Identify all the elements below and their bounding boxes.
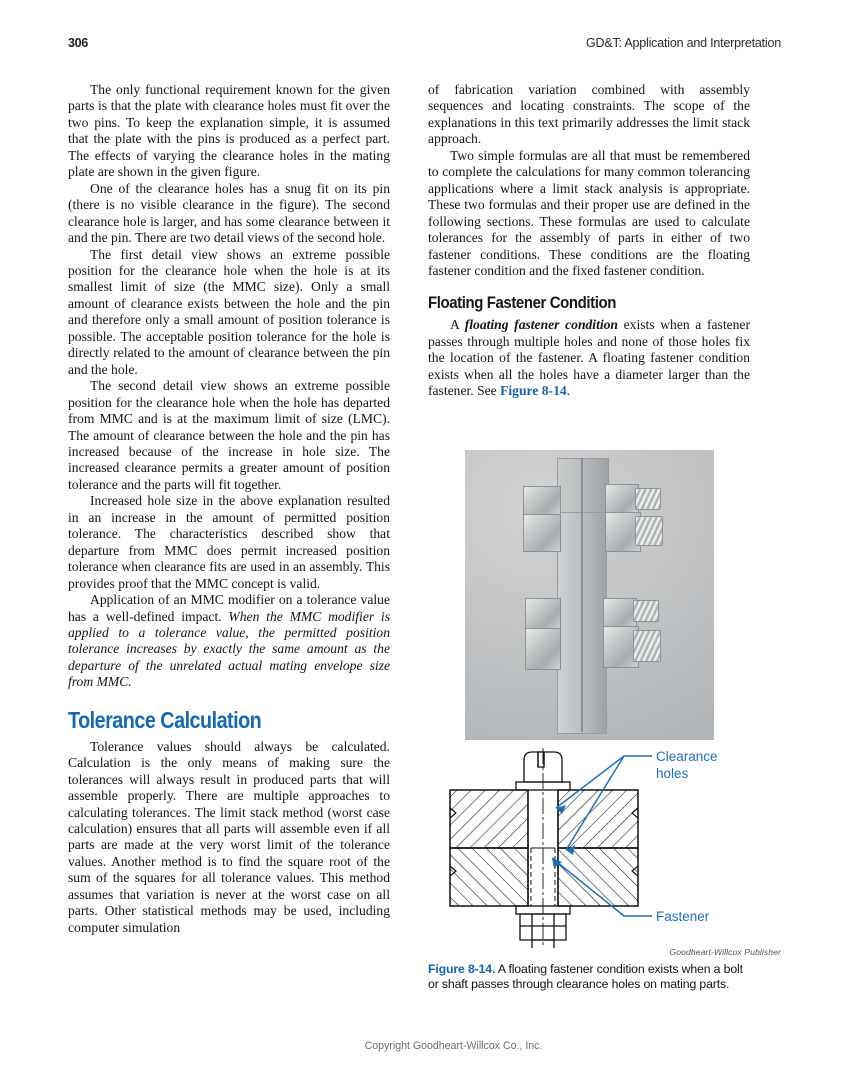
mmc-italic-text: When the MMC modifier is applied to a tolerance value, the permitted position tolerance increases by exactly the same amount as the departure of the unrelated actual mating envelope size from MMC. bbox=[68, 608, 390, 690]
photo-bolt-thread-2 bbox=[635, 516, 663, 546]
photo-nut-left-1 bbox=[523, 486, 561, 516]
paragraph-mmc-modifier bbox=[68, 592, 390, 691]
drawing-svg bbox=[428, 748, 788, 948]
photo-bolt-thread-3 bbox=[633, 600, 659, 622]
figure-photo-bolted-plates bbox=[465, 450, 714, 740]
figure-caption-number: Figure 8-14. bbox=[428, 962, 496, 976]
paragraph: One of the clearance holes has a snug fit on its pin (there is no visible clearance in the figure). The second clearance hole is larger, and has some clearance between it and the pin. There are two detail views of the second hole. bbox=[68, 180, 390, 246]
paragraph: The first detail view shows an extreme possible position for the clearance hole when the hole is at its smallest limit of size (the MMC size). Only a small amount of clearance exists between the hole and the pin and therefore only a small amount of position tolerance is possible. The acceptable position tolerance for the hole is directly related to the amount of clearance between the pin and the hole. bbox=[68, 246, 390, 377]
definition-rest: exists when a fastener passes through multiple holes and none of those holes fix the location of the fastener. A floating fastener condition exists when all the holes have a diameter larger than the fastener. See bbox=[428, 317, 750, 399]
mmc-lead-text: Application of an MMC modifier on a tolerance value has a well-defined impact. bbox=[68, 592, 390, 624]
right-column bbox=[428, 82, 750, 400]
copyright-text: Copyright Goodheart-Willcox Co., Inc. bbox=[364, 1040, 543, 1052]
figure-credit: Goodheart-Willcox Publisher bbox=[669, 947, 781, 957]
callout-label-clearance-holes-line1: Clearance bbox=[656, 749, 718, 764]
definition-lead: A bbox=[450, 317, 465, 333]
definition-term: floating fastener condition bbox=[464, 317, 618, 333]
photo-nut-right-1 bbox=[605, 484, 639, 514]
figure-drawing-floating-fastener bbox=[428, 748, 788, 948]
paragraph: Increased hole size in the above explanation resulted in an increase in the amount of permitted position tolerance. The characteristics described show that departure from MMC does permit increased position tolerance when clearance fits are used in an assembly. This provides proof that the MMC concept is valid. bbox=[68, 493, 390, 591]
section-heading-tolerance-calculation: Tolerance Calculation bbox=[68, 706, 262, 733]
paragraph: The second detail view shows an extreme possible position for the clearance hole when the hole has departed from MMC and is at the maximum limit of size (LMC). The amount of clearance between the hole and the pin has increased because of the increase in hole size. The increased clearance permits a greater amount of position tolerance and the parts will fit together. bbox=[68, 378, 390, 492]
photo-nut-left-4 bbox=[525, 628, 561, 670]
plate-upper-left bbox=[450, 790, 528, 848]
photo-nut-left-3 bbox=[525, 598, 561, 630]
plate-lower-right bbox=[558, 848, 638, 906]
paragraph: The only functional requirement known for the given parts is that the plate with clearance holes must fit over the two pins. To keep the explanation simple, it is assumed that the plate with the pins is produced as a perfect part. The effects of varying the clearance holes in the mating plate are shown in the given figure. bbox=[68, 82, 390, 180]
paragraph-definition bbox=[428, 317, 750, 399]
photo-bolt-thread-4 bbox=[633, 630, 661, 662]
paragraph: Tolerance values should always be calculated. Calculation is the only means of making sure the tolerances will always result in produced parts that will assemble properly. There are multiple approaches to calculating tolerances. The limit stack method (worst case calculation) ensures that all parts will assemble even if all parts are made at the very worst limit of the tolerance values. Another method is to find the square root of the sum of the squares for all tolerance values. This method assumes that variation is never at the worst case on all parts. Other statistical methods may be used, including computer simulation bbox=[68, 738, 390, 935]
left-column bbox=[68, 82, 390, 936]
paragraph: Two simple formulas are all that must be remembered to complete the calculations for many common tolerancing applications where a limit stack analysis is appropriate. These two formulas and their proper use are defined in the following sections. These formulas are used to calculate tolerances for the assembly of parts in either of two fastener conditions. These conditions are the floating fastener condition and the fixed fastener condition. bbox=[428, 147, 750, 278]
paragraph-continued: of fabrication variation combined with assembly sequences and locating constraints. The scope of the explanations in this text primarily addresses the limit stack approach. bbox=[428, 82, 750, 147]
photo-nut-left-2 bbox=[523, 514, 561, 552]
running-head bbox=[68, 36, 781, 56]
callout-label-fastener: Fastener bbox=[656, 909, 710, 924]
running-title: GD&T: Application and Interpretation bbox=[585, 36, 781, 50]
page-number: 306 bbox=[68, 36, 88, 50]
figure-caption bbox=[428, 962, 750, 993]
photo-plate-seam bbox=[581, 458, 583, 732]
definition-end: . bbox=[566, 383, 571, 399]
figure-caption-text: A floating fastener condition exists when a bolt or shaft passes through clearance holes on mating parts. bbox=[428, 962, 743, 992]
plate-lower-left bbox=[450, 848, 528, 906]
figure-reference-link[interactable]: Figure 8-14 bbox=[500, 383, 567, 399]
page-footer bbox=[0, 1040, 849, 1052]
callout-label-clearance-holes-line2: holes bbox=[656, 766, 689, 781]
section-heading-floating-fastener-condition: Floating Fastener Condition bbox=[428, 293, 616, 313]
photo-bolt-thread-1 bbox=[635, 488, 661, 510]
photo-nut-right-3 bbox=[603, 598, 637, 628]
